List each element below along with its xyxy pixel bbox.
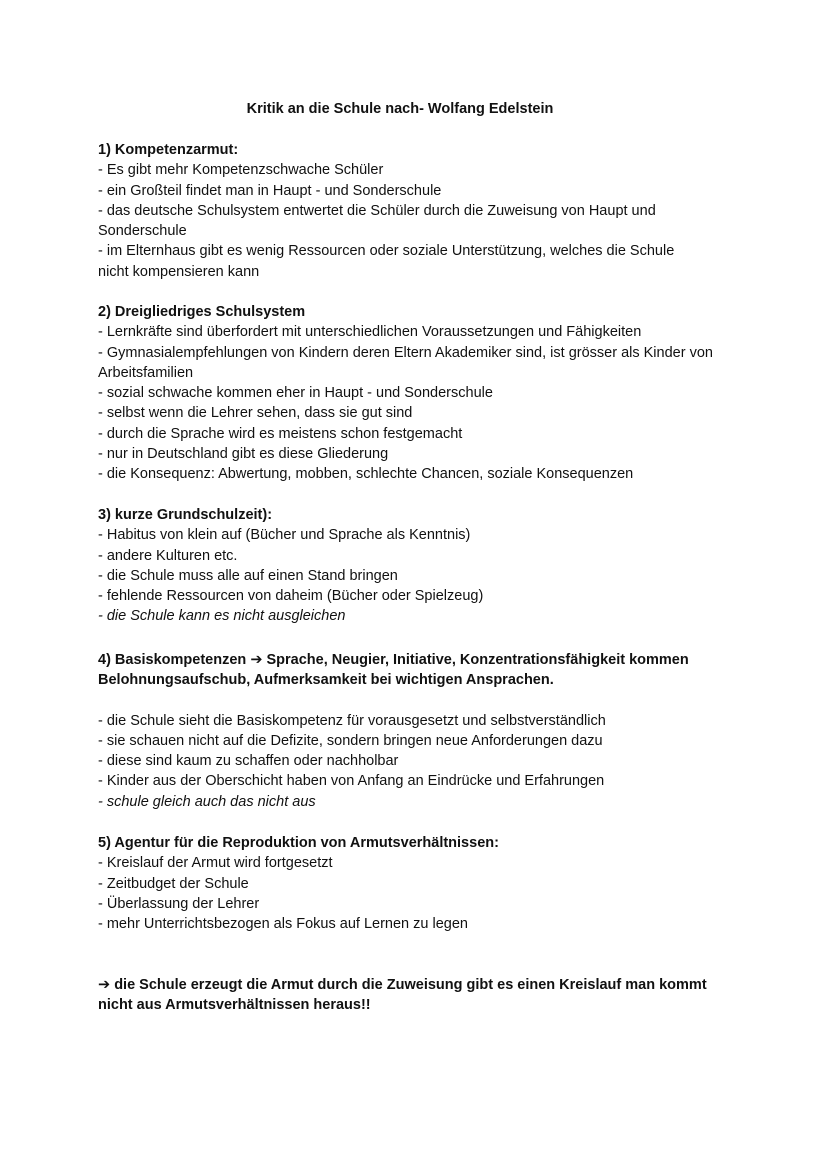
list-item: - durch die Sprache wird es meistens schon festgemacht xyxy=(98,425,463,442)
list-item: - Kreislauf der Armut wird fortgesetzt xyxy=(98,855,333,872)
list-item: - fehlende Ressourcen von daheim (Bücher oder Spielzeug) xyxy=(98,588,484,605)
section-heading xyxy=(98,650,728,691)
list-item: - ein Großteil findet man in Haupt - und Sonderschule xyxy=(98,182,442,199)
list-item: - Lernkräfte sind überfordert mit unterschiedlichen Voraussetzungen und Fähigkeiten xyxy=(98,324,642,341)
section-heading: 5) Agentur für die Reproduktion von Armutsverhältnissen: xyxy=(98,835,499,851)
list-item: - die Schule sieht die Basiskompetenz für vorausgesetzt und selbstverständlich xyxy=(98,712,606,729)
section-agentur-reproduktion xyxy=(98,833,738,934)
document-title: Kritik an die Schule nach- Wolfang Edelstein xyxy=(246,101,554,117)
list-item: - Zeitbudget der Schule xyxy=(98,875,249,892)
section-basiskompetenzen xyxy=(98,650,738,812)
arrow-right-icon: ➔ xyxy=(98,977,111,993)
arrow-right-icon: ➔ xyxy=(250,652,263,668)
list-item: - im Elternhaus gibt es wenig Ressourcen oder soziale Unterstützung, welches die Schule nicht kompensieren kann xyxy=(98,243,675,280)
section-dreigliedriges-schulsystem xyxy=(98,302,738,485)
list-item: - die Konsequenz: Abwertung, mobben, schlechte Chancen, soziale Konsequenzen xyxy=(98,466,634,483)
list-item: - die Schule muss alle auf einen Stand bringen xyxy=(98,567,398,584)
list-item: - diese sind kaum zu schaffen oder nachholbar xyxy=(98,753,399,770)
section-heading: 2) Dreigliedriges Schulsystem xyxy=(98,304,306,320)
list-item: - Kinder aus der Oberschicht haben von Anfang an Eindrücke und Erfahrungen xyxy=(98,773,605,790)
section-heading: 3) kurze Grundschulzeit): xyxy=(98,507,273,523)
list-item: - sie schauen nicht auf die Defizite, sondern bringen neue Anforderungen dazu xyxy=(98,732,603,749)
list-item: - die Schule kann es nicht ausgleichen xyxy=(98,608,346,625)
conclusion-text: die Schule erzeugt die Armut durch die Zuweisung gibt es einen Kreislauf man kommt nicht aus Armutsverhältnissen heraus!! xyxy=(98,977,707,1014)
list-item: - Überlassung der Lehrer xyxy=(98,895,260,912)
list-item: - selbst wenn die Lehrer sehen, dass sie gut sind xyxy=(98,405,413,422)
list-item: - mehr Unterrichtsbezogen als Fokus auf Lernen zu legen xyxy=(98,916,468,933)
list-item: - nur in Deutschland gibt es diese Gliederung xyxy=(98,446,389,463)
heading-start: 4) Basiskompetenzen xyxy=(98,652,247,668)
heading-rest: Sprache, Neugier, Initiative, Konzentrationsfähigkeit kommen Belohnungsaufschub, Aufmerksamkeit bei wichtigen Ansprachen. xyxy=(98,652,689,689)
section-heading: 1) Kompetenzarmut: xyxy=(98,142,239,158)
list-item: - Habitus von klein auf (Bücher und Sprache als Kenntnis) xyxy=(98,527,471,544)
list-item: - schule gleich auch das nicht aus xyxy=(98,793,316,810)
list-item: - Gymnasialempfehlungen von Kindern deren Eltern Akademiker sind, ist grösser als Kinder von Arbeitsfamilien xyxy=(98,344,713,381)
list-item: - das deutsche Schulsystem entwertet die Schüler durch die Zuweisung von Haupt und Sonderschule xyxy=(98,202,656,240)
list-item: - sozial schwache kommen eher in Haupt - und Sonderschule xyxy=(98,385,493,402)
list-item: - andere Kulturen etc. xyxy=(98,547,238,564)
conclusion xyxy=(98,975,723,1016)
section-kurze-grundschulzeit xyxy=(98,505,738,627)
section-kompetenzarmut xyxy=(98,140,738,282)
list-item: - Es gibt mehr Kompetenzschwache Schüler xyxy=(98,162,384,179)
